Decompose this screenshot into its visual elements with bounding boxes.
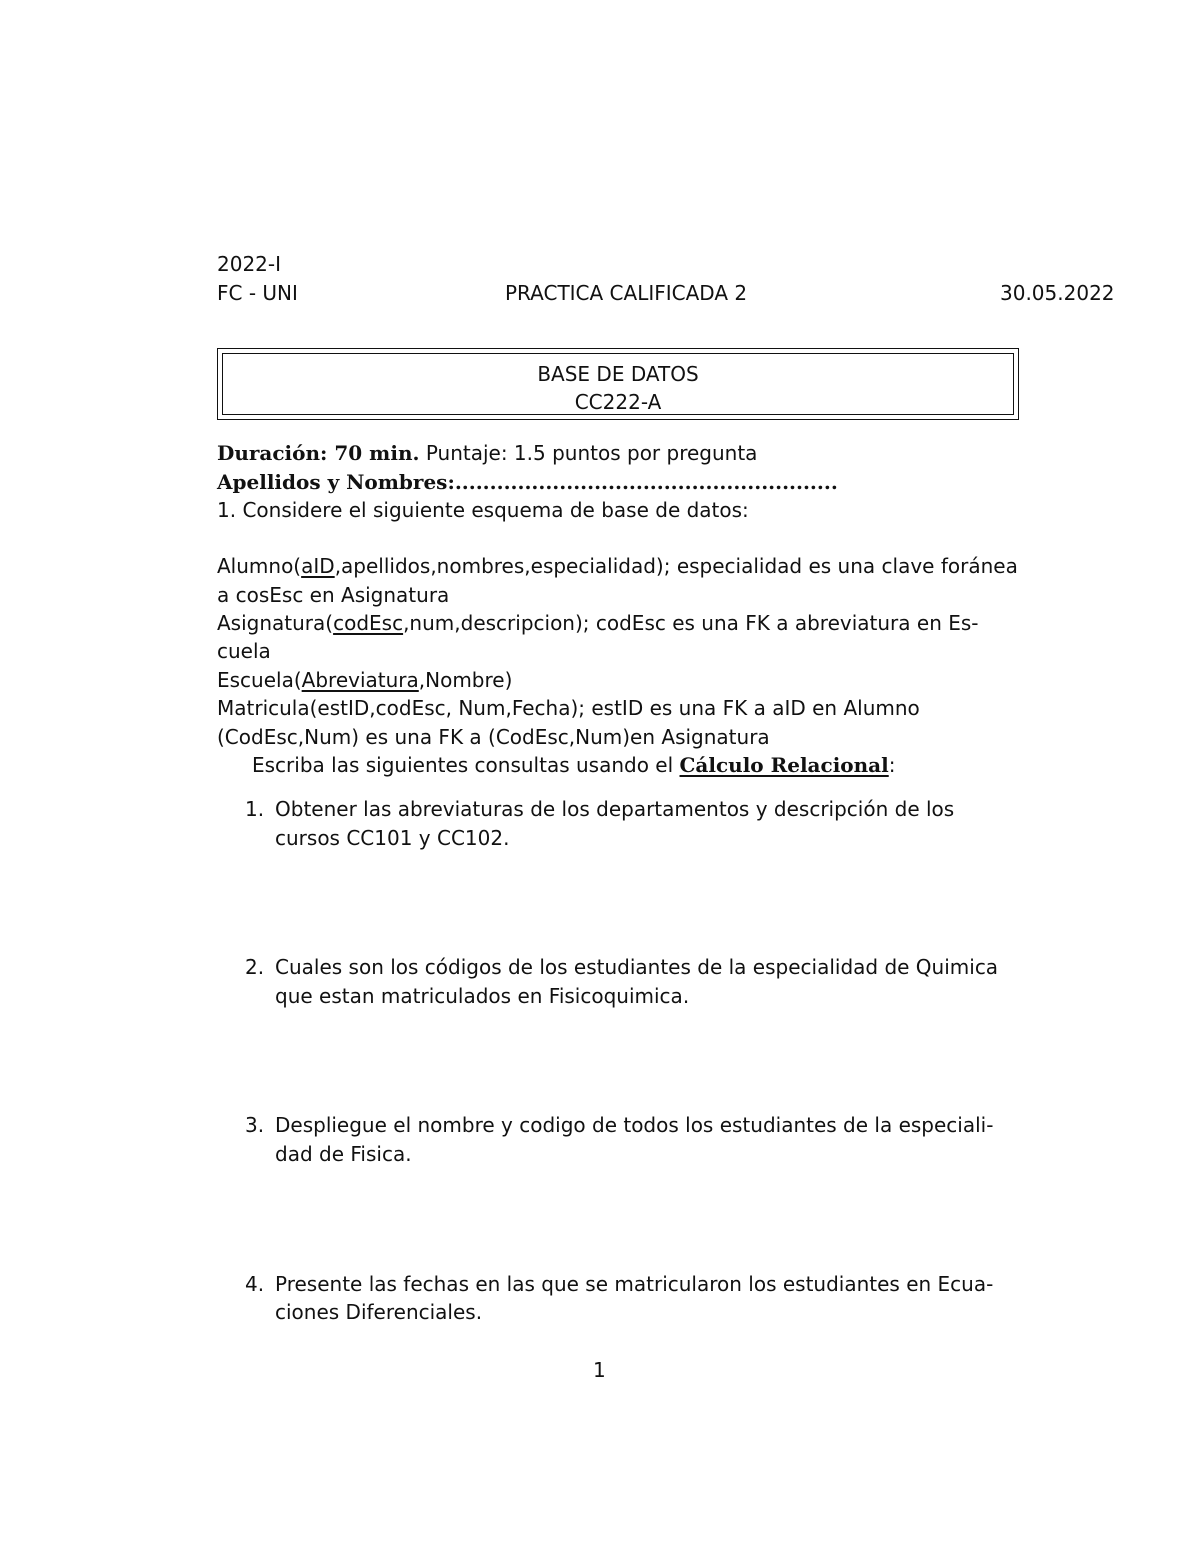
question-4-line1: Presente las fechas en las que se matricularon los estudiantes en Ecua- (275, 1272, 994, 1296)
problem-intro (217, 500, 749, 520)
question-1-line2: cursos CC101 y CC102. (275, 826, 510, 850)
score-text: Puntaje: 1.5 puntos por pregunta (425, 441, 758, 465)
question-2-line2: que estan matriculados en Fisicoquimica. (275, 984, 690, 1008)
instruction-line (252, 755, 895, 775)
exam-date: 30.05.2022 (1000, 281, 1115, 305)
schema-alumno-prefix: Alumno( (217, 554, 302, 578)
question-3-line1: Despliegue el nombre y codigo de todos los estudiantes de la especiali- (275, 1113, 994, 1137)
question-4-number: 4. (245, 1272, 265, 1296)
name-dots: ....................................................... (454, 470, 838, 494)
question-2-line1: Cuales son los códigos de los estudiantes de la especialidad de Quimica (275, 955, 999, 979)
schema-asig-rest: ,num,descripcion); codEsc es una FK a abreviatura en Es- (403, 611, 979, 635)
problem-intro-text: Considere el siguiente esquema de base de datos: (242, 498, 749, 522)
schema-escuela-key: Abreviatura (301, 668, 419, 692)
schema-alumno-rest: ,apellidos,nombres,especialidad); especialidad es una clave foránea (334, 554, 1018, 578)
page-number: 1 (593, 1358, 606, 1382)
name-line (217, 472, 838, 492)
schema-escuela-prefix: Escuela( (217, 668, 302, 692)
instruction-prefix: Escriba las siguientes consultas usando el (252, 753, 680, 777)
schema-escuela (217, 670, 512, 690)
schema-asignatura (217, 613, 979, 633)
instruction-emphasis: Cálculo Relacional (679, 753, 889, 777)
institution-label: FC - UNI (217, 281, 298, 305)
question-4-line2: ciones Diferenciales. (275, 1300, 483, 1324)
course-code: CC222-A (574, 390, 662, 414)
schema-alumno-cont: a cosEsc en Asignatura (217, 583, 450, 607)
problem-number: 1. (217, 498, 237, 522)
question-3-number: 3. (245, 1113, 265, 1137)
duration-line (217, 443, 757, 463)
question-1-line1: Obtener las abreviaturas de los departamentos y descripción de los (275, 797, 955, 821)
schema-matricula: Matricula(estID,codEsc, Num,Fecha); estID es una FK a aID en Alumno (217, 696, 920, 720)
course-name: BASE DE DATOS (537, 362, 699, 386)
question-2-number: 2. (245, 955, 265, 979)
name-label: Apellidos y Nombres: (217, 470, 455, 494)
instruction-suffix: : (888, 753, 896, 777)
duration-label: Duración: 70 min. (217, 441, 420, 465)
exam-title: PRACTICA CALIFICADA 2 (505, 281, 748, 305)
schema-alumno-key: aID (301, 554, 335, 578)
schema-alumno (217, 556, 1018, 576)
schema-asig-prefix: Asignatura( (217, 611, 334, 635)
course-title-box (217, 348, 1019, 420)
schema-escuela-rest: ,Nombre) (418, 668, 513, 692)
course-title-box-inner (222, 353, 1014, 415)
term-label: 2022-I (217, 252, 282, 276)
question-3-line2: dad de Fisica. (275, 1142, 412, 1166)
schema-asig-key: codEsc (333, 611, 404, 635)
schema-matricula-cont: (CodEsc,Num) es una FK a (CodEsc,Num)en Asignatura (217, 725, 770, 749)
schema-asignatura-cont: cuela (217, 639, 271, 663)
question-1-number: 1. (245, 797, 265, 821)
